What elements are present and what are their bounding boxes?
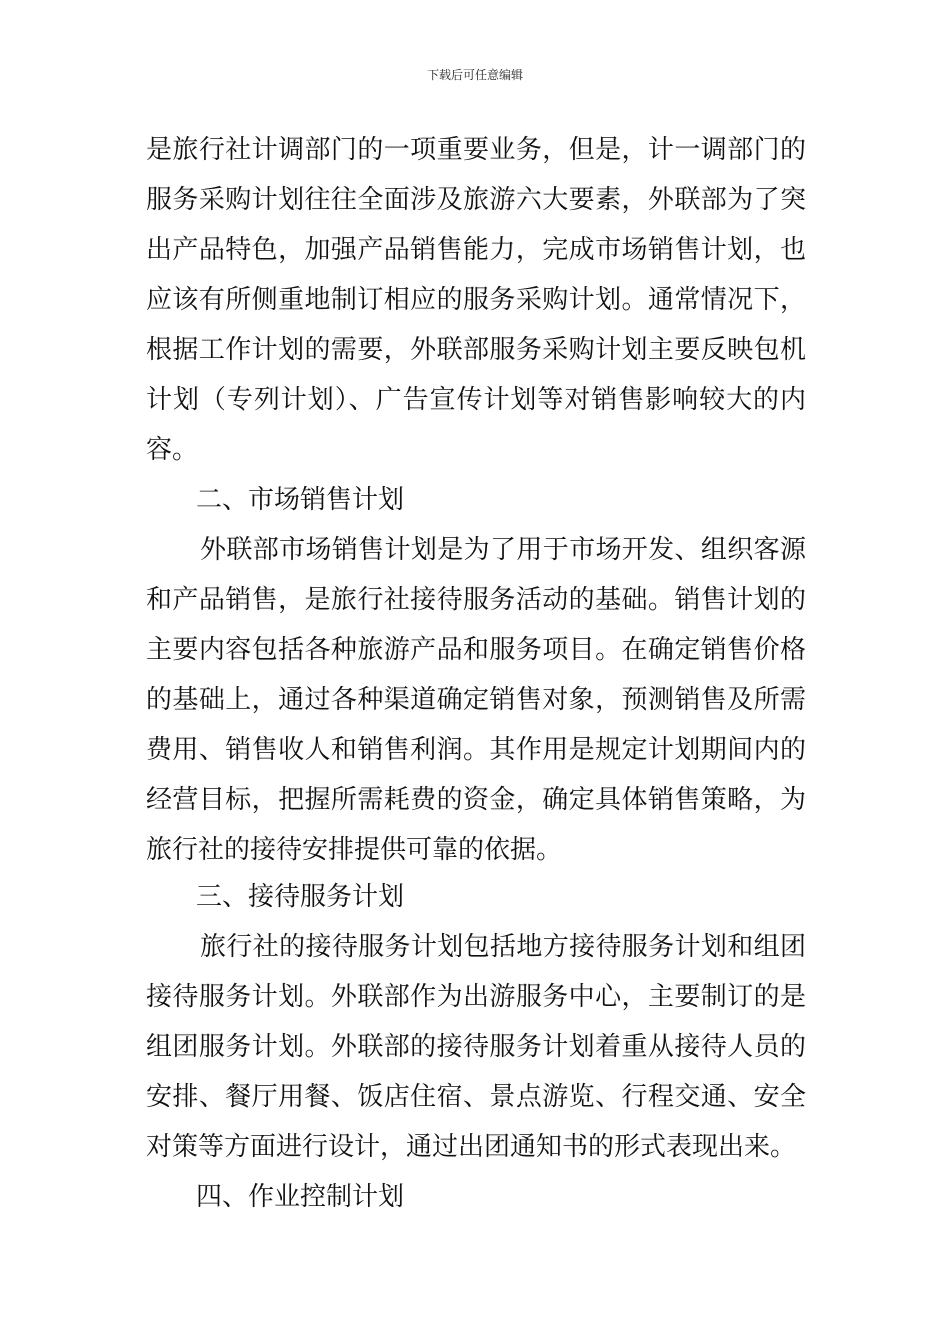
body-line: 接待服务计划。外联部作为出游服务中心，主要制订的是 xyxy=(146,982,806,1012)
body-line: 安排、餐厅用餐、饭店住宿、景点游览、行程交通、安全 xyxy=(146,1082,806,1112)
header-note: 下载后可任意编辑 xyxy=(426,68,523,82)
body-line: 出产品特色，加强产品销售能力，完成市场销售计划，也 xyxy=(146,235,806,265)
body-line: 是旅行社计调部门的一项重要业务，但是，计一调部门的 xyxy=(146,135,806,165)
body-line: 根据工作计划的需要，外联部服务采购计划主要反映包机 xyxy=(146,335,806,365)
body-line: 对策等方面进行设计，通过出团通知书的形式表现出来。 xyxy=(146,1132,797,1162)
body-line: 的基础上，通过各种渠道确定销售对象，预测销售及所需 xyxy=(146,685,806,715)
body-line: 组团服务计划。外联部的接待服务计划着重从接待人员的 xyxy=(146,1032,806,1062)
section-heading: 三、接待服务计划 xyxy=(196,882,405,912)
body-line: 费用、销售收人和销售利润。其作用是规定计划期间内的 xyxy=(146,735,806,765)
body-line: 外联部市场销售计划是为了用于市场开发、组织客源 xyxy=(200,535,806,565)
body-line: 旅行社的接待安排提供可靠的依据。 xyxy=(146,835,563,865)
body-line: 和产品销售，是旅行社接待服务活动的基础。销售计划的 xyxy=(146,585,806,615)
body-line: 计划（专列计划）、广告宣传计划等对销售影响较大的内 xyxy=(146,385,806,415)
body-line: 旅行社的接待服务计划包括地方接待服务计划和组团 xyxy=(200,932,806,962)
body-line: 经营目标，把握所需耗费的资金，确定具体销售策略，为 xyxy=(146,785,806,815)
body-line: 服务采购计划往往全面涉及旅游六大要素，外联部为了突 xyxy=(146,185,806,215)
body-line: 应该有所侧重地制订相应的服务采购计划。通常情况下， xyxy=(146,285,806,315)
section-heading: 四、作业控制计划 xyxy=(196,1182,405,1212)
body-line: 主要内容包括各种旅游产品和服务项目。在确定销售价格 xyxy=(146,635,806,665)
section-heading: 二、市场销售计划 xyxy=(196,485,405,515)
body-line: 容。 xyxy=(146,435,199,465)
